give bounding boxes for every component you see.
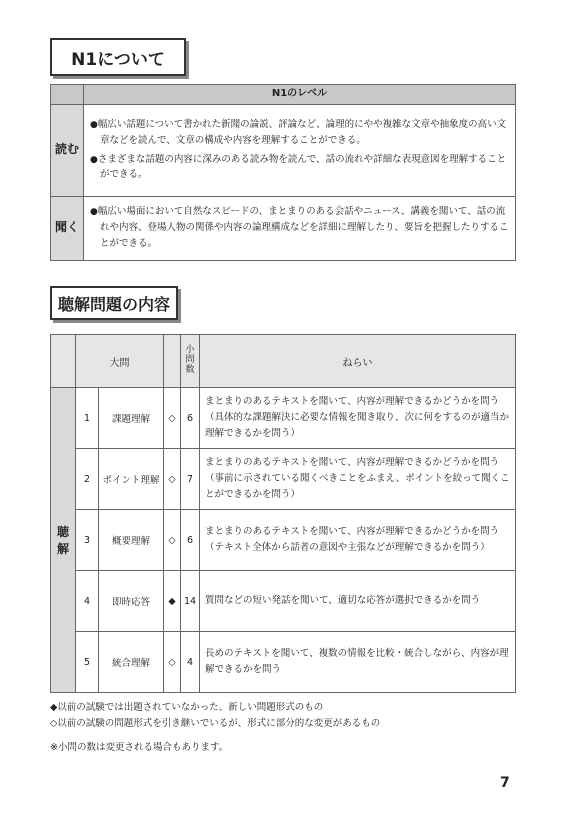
levels-table xyxy=(50,84,516,261)
note-question-count: ※小問の数は変更される場合もあります。 xyxy=(50,742,229,754)
col-aim-header: ねらい xyxy=(200,335,516,388)
reading-label: 読む xyxy=(51,104,84,196)
task-number: 5 xyxy=(76,632,99,693)
levels-heading: N1のレベル xyxy=(84,85,516,105)
levels-corner-cell xyxy=(51,85,84,105)
task-aim: まとまりのあるテキストを聞いて、内容が理解できるかどうかを問う（具体的な課題解決に必要な情報を聞き取り、次に何をするのが適当か理解できるかを問う） xyxy=(200,388,516,449)
listening-label: 聞く xyxy=(51,196,84,260)
tasks-table xyxy=(50,334,516,693)
task-name: 課題理解 xyxy=(99,388,164,449)
reading-item: ●幅広い話題について書かれた新聞の論説、評論など、論理的にやや複雑な文章や抽象度の高い文章などを読んで、文章の構成や内容を理解することができる。 xyxy=(90,118,507,146)
task-name: 即時応答 xyxy=(99,571,164,632)
task-mark: ◇ xyxy=(164,388,181,449)
page-title-text: N1について xyxy=(71,49,165,70)
task-count: 4 xyxy=(181,632,200,693)
task-aim: まとまりのあるテキストを聞いて、内容が理解できるかどうかを問う（事前に示されている聞くべきことをふまえ、ポイントを絞って聞くことができるかを問う） xyxy=(200,449,516,510)
task-mark: ◇ xyxy=(164,632,181,693)
table-row xyxy=(51,449,516,510)
task-aim: 長めのテキストを聞いて、複数の情報を比較・統合しながら、内容が理解できるかを問う xyxy=(200,632,516,693)
reading-item: ●さまざまな話題の内容に深みのある読み物を読んで、話の流れや詳細な表現意図を理解することができる。 xyxy=(90,153,507,181)
listening-description xyxy=(84,196,516,260)
task-name: 統合理解 xyxy=(99,632,164,693)
table-row xyxy=(51,632,516,693)
task-aim: まとまりのあるテキストを聞いて、内容が理解できるかどうかを問う（テキスト全体から話者の意図や主張などが理解できるかを問う） xyxy=(200,510,516,571)
listening-side-label: 聴解 xyxy=(51,388,76,693)
section-title-text: 聴解問題の内容 xyxy=(57,294,170,314)
note-changed-format: ◇以前の試験の問題形式を引き継いでいるが、形式に部分的な変更があるもの xyxy=(50,718,381,730)
table-row xyxy=(51,571,516,632)
note-new-format: ◆以前の試験では出題されていなかった、新しい問題形式のもの xyxy=(50,702,324,713)
task-mark: ◇ xyxy=(164,510,181,571)
col-major-header: 大問 xyxy=(76,335,164,388)
page-title xyxy=(50,38,186,76)
tasks-corner-cell xyxy=(51,335,76,388)
page-number: 7 xyxy=(500,775,510,791)
task-number: 3 xyxy=(76,510,99,571)
task-count: 6 xyxy=(181,510,200,571)
task-count: 14 xyxy=(181,571,200,632)
reading-description xyxy=(84,104,516,196)
task-number: 2 xyxy=(76,449,99,510)
task-count: 7 xyxy=(181,449,200,510)
task-mark: ◇ xyxy=(164,449,181,510)
col-mark-header xyxy=(164,335,181,388)
listening-item: ●幅広い場面において自然なスピードの、まとまりのある会話やニュース、講義を聞いて、話の流れや内容、登場人物の関係や内容の論理構成などを詳細に理解したり、要旨を把握したりすることができる。 xyxy=(90,206,509,249)
section-title xyxy=(50,286,178,320)
task-number: 4 xyxy=(76,571,99,632)
col-minor-header: 小問数 xyxy=(181,335,200,388)
task-count: 6 xyxy=(181,388,200,449)
table-row xyxy=(51,388,516,449)
task-name: 概要理解 xyxy=(99,510,164,571)
task-aim: 質問などの短い発話を聞いて、適切な応答が選択できるかを問う xyxy=(200,571,516,632)
table-row xyxy=(51,510,516,571)
notes xyxy=(50,700,380,756)
task-name: ポイント理解 xyxy=(99,449,164,510)
task-number: 1 xyxy=(76,388,99,449)
task-mark: ◆ xyxy=(164,571,181,632)
